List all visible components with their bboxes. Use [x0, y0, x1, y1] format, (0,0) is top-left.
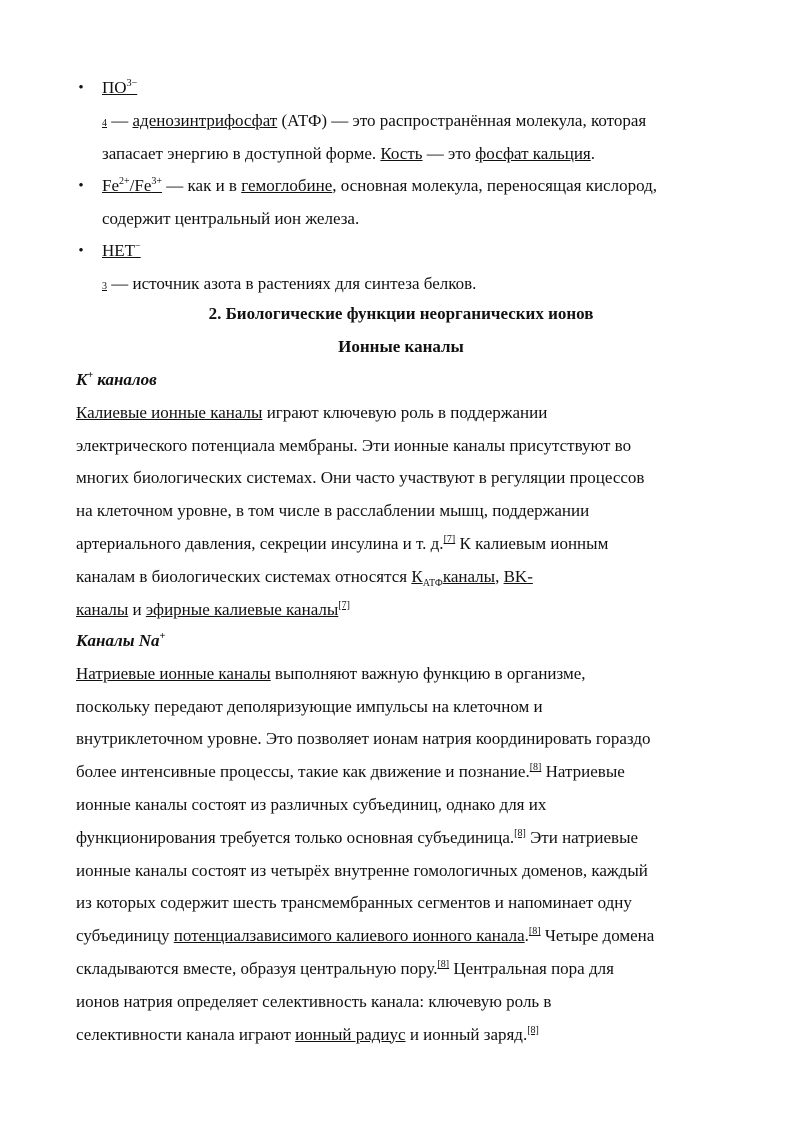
sodium-heading: Каналы Na+: [76, 631, 166, 650]
po4-subscript[interactable]: 4: [102, 117, 107, 129]
sodium-channels-link[interactable]: Натриевые ионные каналы: [76, 663, 271, 683]
citation-ref[interactable]: [8]: [527, 1024, 539, 1036]
potassium-channels-link[interactable]: Калиевые ионные каналы: [76, 402, 263, 422]
section-title: 2. Биологические функции неорганических ионов: [208, 304, 594, 323]
ionic-radius-link[interactable]: ионный радиус: [295, 1024, 406, 1044]
citation-ref[interactable]: [8]: [529, 762, 542, 774]
bullet-no3: • НЕТ− 3 — источник азота в растениях для синтеза белков.: [76, 235, 726, 301]
bone-link[interactable]: Кость: [380, 143, 423, 163]
fe-text-line2: содержит центральный ион железа.: [102, 208, 360, 228]
no3-subscript[interactable]: 3: [102, 280, 107, 292]
sodium-line: из которых содержит шесть трансмембранных сегментов и напоминает одну: [76, 893, 632, 913]
fe-ion-link[interactable]: $Fe^{2+}/Fe^{3+}$: [102, 176, 163, 195]
voltage-gated-potassium-link[interactable]: потенциалзависимого калиевого ионного канала: [173, 926, 525, 946]
sodium-line: ионные каналы состоят из различных субъединиц, однако для их: [76, 794, 547, 814]
bullet-dot: •: [78, 243, 84, 259]
citation-ref[interactable]: [8]: [437, 958, 450, 970]
katp-channels-link[interactable]: $К_{АТФ}каналы$: [411, 566, 496, 589]
atp-link[interactable]: аденозинтрифосфат: [132, 110, 278, 130]
bullet-po4: • $ПО^{3-}$ 4 — аденозинтрифосфат (АТФ) — это распространённая молекула, которая запасает энергию в доступной форме. Кость — это фосфат кальция.: [76, 72, 726, 170]
ether-potassium-link[interactable]: эфирные калиевые каналы: [145, 599, 339, 619]
potassium-section: K+ каналов Калиевые ионные каналы играют ключевую роль в поддержании электрического потенциала мембраны. Эти ионные каналы присутствуют во многих биологических системах. Они часто участвуют в регуляции процессов на клеточном уровне, в том числе в расслаблении мышц, поддержании артериального давления, секреции инсулина и т. д.[7] К калиевым ионным каналам в биологических системах относятся $К_{АТФ}каналы$, BK- каналы и эфирные калиевые каналы[7]: [76, 364, 726, 626]
bullet-dot: •: [78, 178, 84, 194]
bullet-dot: •: [78, 80, 84, 96]
bullet-fe: • $Fe^{2+}/Fe^{3+}$ — как и в гемоглобине, основная молекула, переносящая кислород, содержит центральный ион железа.: [76, 170, 726, 236]
potassium-line: многих биологических системах. Они часто участвуют в регуляции процессов: [76, 468, 645, 488]
sodium-section: Каналы Na+ Натриевые ионные каналы выполняют важную функцию в организме, поскольку передают деполяризующие импульсы на клеточном и внутриклеточном уровне. Это позволяет ионам натрия координировать гораздо более интенсивные процессы, такие как движение и познание.[8] Натриевые ионные каналы состоят из различных субъединиц, однако для их функционирования требуется только основная субъединица.[8] Эти натриевые ионные каналы состоят из четырёх внутренне гомологичных доменов, каждый из которых содержит шесть трансмембранных сегментов и напоминает одну субъединицу потенциалзависимого калиевого ионного канала.[8] Четыре домена складываются вместе, образуя центральную пору.[8] Центральная пора для ионов натрия определяет селективность канала: ключевую роль в селективности канала играют ионный радиус и ионный заряд.[8]: [76, 625, 726, 1051]
citation-ref[interactable]: [7]: [443, 533, 456, 545]
subsection-title: Ионные каналы: [338, 337, 464, 356]
bk-channels-link[interactable]: BK-: [503, 566, 533, 586]
citation-ref[interactable]: [7]: [338, 599, 350, 611]
calcium-phosphate-link[interactable]: фосфат кальция: [475, 143, 591, 163]
potassium-heading: K+ каналов: [76, 370, 157, 389]
sodium-line: поскольку передают деполяризующие импульсы на клеточном и: [76, 696, 543, 716]
potassium-line: на клеточном уровне, в том числе в расслаблении мышц, поддержании: [76, 501, 590, 521]
sodium-line: внутриклеточном уровне. Это позволяет ионам натрия координировать гораздо: [76, 729, 651, 749]
citation-ref[interactable]: [8]: [528, 926, 541, 938]
citation-ref[interactable]: [8]: [514, 827, 526, 839]
bk-channels-link-cont[interactable]: каналы: [76, 599, 129, 619]
no3-formula-link[interactable]: НЕТ−: [102, 241, 141, 260]
potassium-line: электрического потенциала мембраны. Эти ионные каналы присутствуют во: [76, 435, 632, 455]
po4-formula-link[interactable]: $ПО^{3-}$: [102, 78, 138, 97]
sodium-line: ионов натрия определяет селективность канала: ключевую роль в: [76, 991, 552, 1011]
hemoglobin-link[interactable]: гемоглобине: [241, 176, 333, 195]
sodium-line: ионные каналы состоят из четырёх внутренне гомологичных доменов, каждый: [76, 860, 648, 880]
